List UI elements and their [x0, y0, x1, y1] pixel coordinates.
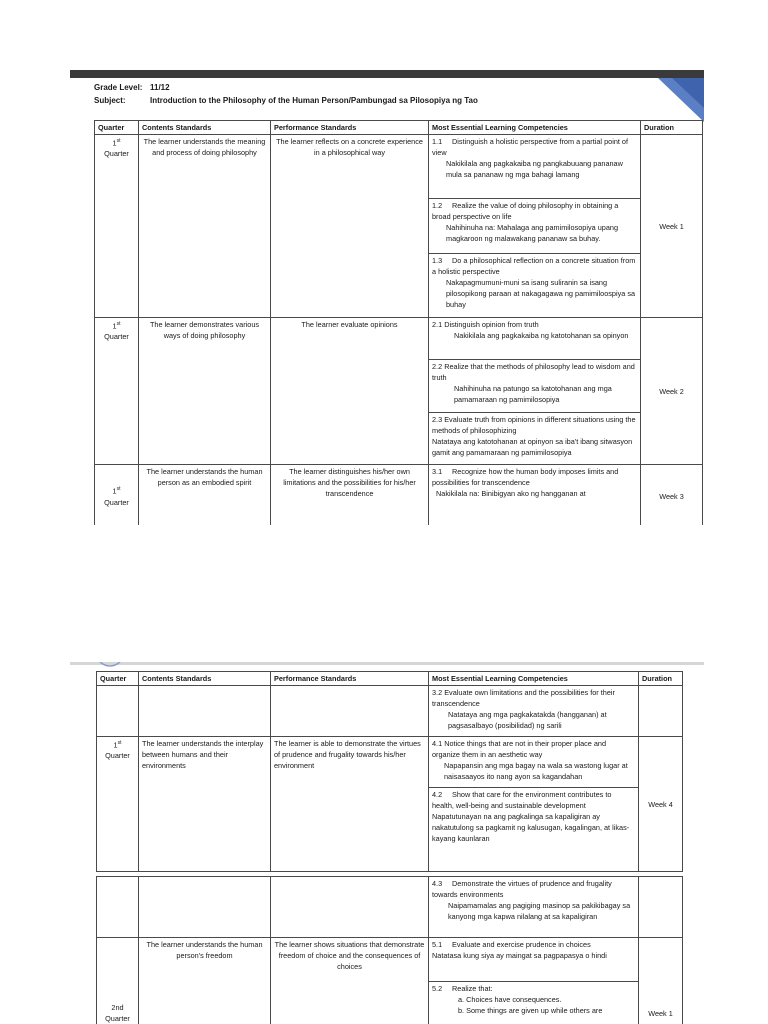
- grade-level-value: 11/12: [150, 83, 170, 92]
- competency-item: 2.3 Evaluate truth from opinions in different situations using the methods of philosophizing Natataya ang katotohanan at opinyon sa iba't ibang sitwasyon gamit ang pamamaraan ng pamimilosopiya: [432, 415, 636, 457]
- col-quarter: Quarter: [97, 672, 139, 686]
- performance-standard-cell: [271, 686, 429, 737]
- content-standard-cell: The learner understands the interplay between humans and their environments: [139, 737, 271, 872]
- col-contents-standards: Contents Standards: [139, 121, 271, 135]
- content-standard-cell: The learner understands the human person as an embodied spirit: [139, 465, 271, 526]
- competencies-cell: 4.3 Demonstrate the virtues of prudence and frugality towards environments Naipamamalas ang pagiging masinop sa pakikibagay sa kanyong mga kapwa nilalang at sa kapaligiran: [429, 877, 639, 938]
- duration-cell: Week 1: [639, 938, 683, 1024]
- competency-table-3: [96, 876, 683, 1024]
- content-standard-cell: The learner understands the meaning and process of doing philosophy: [139, 135, 271, 318]
- quarter-cell: 1st Quarter: [95, 465, 139, 526]
- content-standard-cell: The learner understands the human person's freedom: [139, 938, 271, 1024]
- competency-item: 1.3 Do a philosophical reflection on a concrete situation from a holistic perspective Nakapagmumuni-muni sa isang suliranin sa isang pilosopikong paraan at nakagagawa ng pamimiloospiya sa buhay: [432, 256, 636, 309]
- col-competencies: Most Essential Learning Competencies: [429, 672, 639, 686]
- document-header: [94, 81, 478, 107]
- table-row: [97, 737, 683, 872]
- col-competencies: Most Essential Learning Competencies: [429, 121, 641, 135]
- content-standard-cell: The learner demonstrates various ways of doing philosophy: [139, 318, 271, 465]
- competency-item: 1.1 Distinguish a holistic perspective from a partial point of view Nakikilala ang pagkakaiba ng pangkabuuang pananaw mula sa pananaw ng mga bahagi lamang: [429, 135, 640, 199]
- performance-standard-cell: The learner is able to demonstrate the virtues of prudence and frugality towards his/her environment: [271, 737, 429, 872]
- content-standard-cell: [139, 686, 271, 737]
- grade-level-label: Grade Level:: [94, 83, 143, 92]
- duration-cell: Week 4: [639, 737, 683, 872]
- table-header-row: [95, 121, 703, 135]
- col-duration: Duration: [641, 121, 703, 135]
- competency-item: 4.1 Notice things that are not in their proper place and organize them in an aesthetic way Napapansin ang mga bagay na wala sa wastong lugar at naisasaayos ito nang ayon sa kagandahan: [429, 737, 638, 788]
- performance-standard-cell: [271, 877, 429, 938]
- col-contents-standards: Contents Standards: [139, 672, 271, 686]
- quarter-cell: 1st Quarter: [97, 737, 139, 872]
- competency-item: 4.2 Show that care for the environment contributes to health, well-being and sustainable development Napatutunayan na ang pagkalinga sa kapaligiran ay nakatutulong sa pagkamit ng kalusugan, kagalingan, at likas-kayang kaunlaran: [432, 790, 630, 843]
- competencies-cell: [429, 737, 639, 872]
- quarter-cell: [97, 686, 139, 737]
- col-quarter: Quarter: [95, 121, 139, 135]
- quarter-cell: 2nd Quarter: [97, 938, 139, 1024]
- col-performance-standards: Performance Standards: [271, 121, 429, 135]
- competencies-cell: 3.1 Recognize how the human body imposes limits and possibilities for transcendence Nakikilala na: Binibigyan ako ng hangganan at: [429, 465, 641, 526]
- competency-item: 2.1 Distinguish opinion from truth Nakikilala ang pagkakaiba ng katotohanan sa opinyon: [429, 318, 640, 360]
- competency-table-1: [94, 120, 703, 525]
- performance-standard-cell: The learner distinguishes his/her own limitations and the possibilities for his/her transcendence: [271, 465, 429, 526]
- table-header-row: [97, 672, 683, 686]
- col-performance-standards: Performance Standards: [271, 672, 429, 686]
- duration-cell: Week 2: [641, 318, 703, 465]
- corner-decoration: [658, 70, 704, 122]
- performance-standard-cell: The learner shows situations that demonstrate freedom of choice and the consequences of choices: [271, 938, 429, 1024]
- competency-table-2: [96, 671, 683, 872]
- corner-decoration: [98, 662, 122, 668]
- table-row: [97, 877, 683, 938]
- duration-cell: Week 3: [641, 465, 703, 526]
- document-page-2: [70, 662, 704, 1024]
- col-duration: Duration: [639, 672, 683, 686]
- duration-cell: Week 1: [641, 135, 703, 318]
- competencies-cell: [429, 318, 641, 465]
- duration-cell: [639, 686, 683, 737]
- table-row: [97, 938, 683, 1024]
- competency-item: 2.2 Realize that the methods of philosophy lead to wisdom and truth Nahihinuha na patungo sa katotohanan ang mga pamamaraan ng pamimilosopiya: [429, 360, 640, 413]
- competency-item: 5.1 Evaluate and exercise prudence in choices Natatasa kung siya ay maingat sa pagpapasya o hindi: [429, 938, 638, 982]
- quarter-cell: 1st Quarter: [95, 318, 139, 465]
- competencies-cell: 3.2 Evaluate own limitations and the possibilities for their transcendence Natataya ang mga pagkakatakda (hangganan) at pagsasalbayo (posibilidad) ng sarili: [429, 686, 639, 737]
- table-row: [95, 135, 703, 318]
- subject-value: Introduction to the Philosophy of the Human Person/Pambungad sa Pilosopiya ng Tao: [150, 96, 478, 105]
- competencies-cell: [429, 938, 639, 1024]
- table-row: [95, 318, 703, 465]
- competency-item: 1.2 Realize the value of doing philosophy in obtaining a broad perspective on life Nahihinuha na: Mahalaga ang pamimilosopiya upang magkaroon ng malawakang pananaw sa buhay.: [429, 199, 640, 254]
- table-row: [95, 465, 703, 526]
- document-page-1: [70, 70, 704, 525]
- table-row: [97, 686, 683, 737]
- quarter-cell: 1st Quarter: [95, 135, 139, 318]
- subject-label: Subject:: [94, 96, 126, 105]
- duration-cell: [639, 877, 683, 938]
- quarter-cell: [97, 877, 139, 938]
- content-standard-cell: [139, 877, 271, 938]
- page-top-edge: [70, 662, 704, 665]
- page-top-bar: [70, 70, 704, 78]
- competencies-cell: [429, 135, 641, 318]
- performance-standard-cell: The learner reflects on a concrete experience in a philosophical way: [271, 135, 429, 318]
- competency-item: 5.2 Realize that: a. Choices have consequences. b. Some things are given up while others are: [432, 984, 603, 1015]
- performance-standard-cell: The learner evaluate opinions: [271, 318, 429, 465]
